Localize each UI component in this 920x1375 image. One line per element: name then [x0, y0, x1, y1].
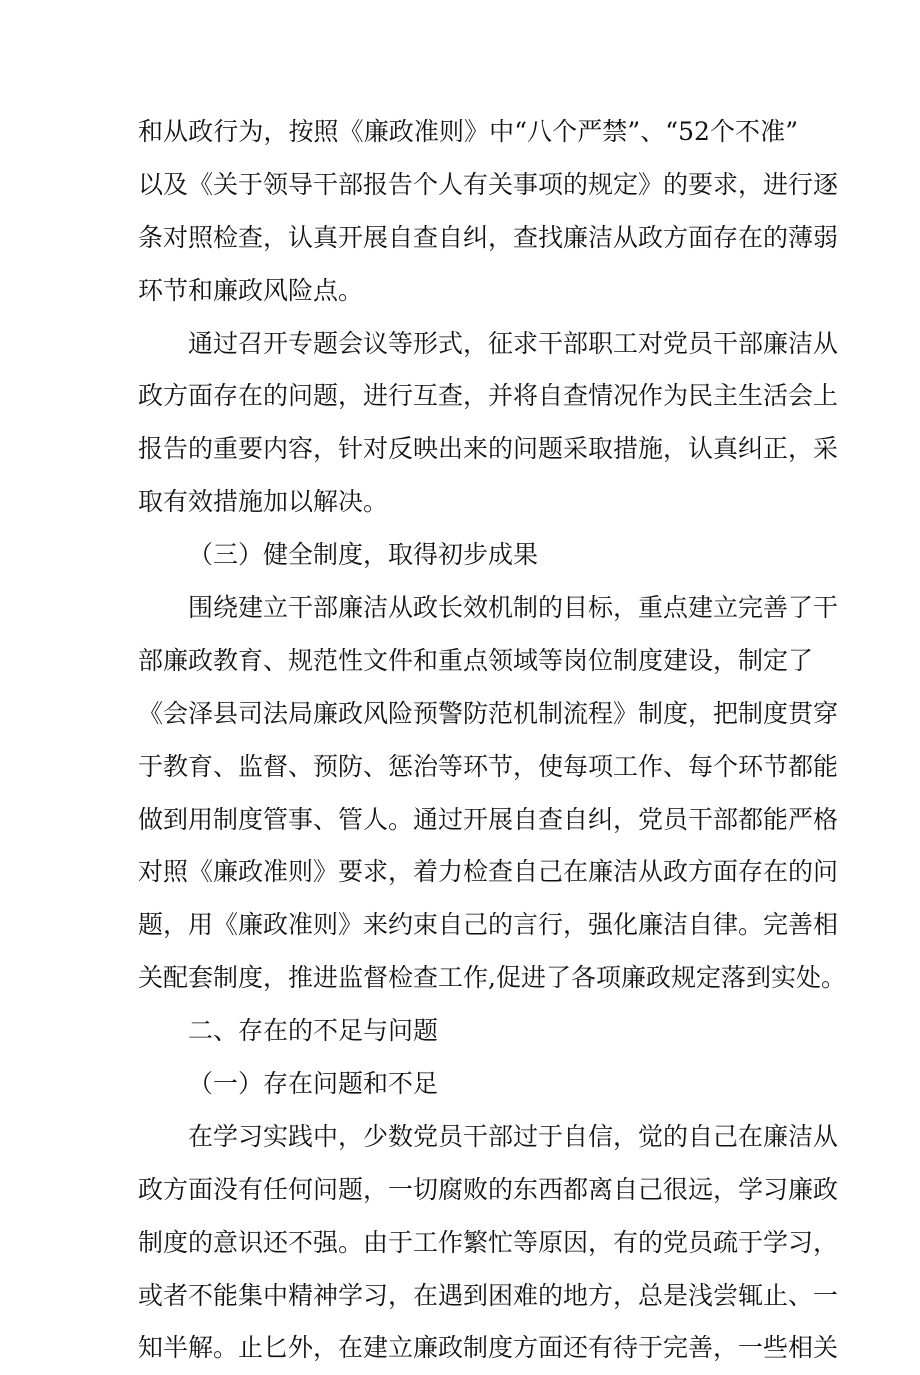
- text-line: 或者不能集中精神学习，在遇到困难的地方，总是浅尝辄止、一: [138, 1280, 839, 1310]
- text-line: 环节和廉政风险点。: [138, 275, 364, 305]
- text-line: 围绕建立干部廉洁从政长效机制的目标，重点建立完善了干: [188, 593, 839, 623]
- text-line: 做到用制度管事、管人。通过开展自查自纠，党员干部都能严格: [138, 804, 839, 834]
- text-line: （三）健全制度，取得初步成果: [188, 540, 539, 570]
- text-line: 以及《关于领导干部报告个人有关事项的规定》的要求，进行逐: [138, 169, 839, 199]
- text-line: 于教育、监督、预防、惩治等环节，使每项工作、每个环节都能: [138, 751, 839, 781]
- text-line: 条对照检查，认真开展自查自纠，查找廉洁从政方面存在的薄弱: [138, 222, 839, 252]
- text-line: 部廉政教育、规范性文件和重点领域等岗位制度建设，制定了: [138, 645, 814, 675]
- text-line: 政方面存在的问题，进行互查，并将自查情况作为民主生活会上: [138, 381, 839, 411]
- text-line: 报告的重要内容，针对反映出来的问题采取措施，认真纠正，采: [138, 434, 839, 464]
- text-line: 制度的意识还不强。由于工作繁忙等原因，有的党员疏于学习，: [138, 1227, 839, 1257]
- text-line: 知半解。止匕外，在建立廉政制度方面还有待于完善，一些相关: [138, 1333, 839, 1363]
- text-line: 和从政行为，按照《廉政准则》中“八个严禁”、“52个不准”: [138, 117, 798, 146]
- text-line: 《会泽县司法局廉政风险预警防范机制流程》制度，把制度贯穿: [138, 698, 839, 728]
- text-line: 在学习实践中，少数党员干部过于自信，觉的自己在廉洁从: [188, 1121, 839, 1151]
- text-line: （一）存在问题和不足: [188, 1069, 439, 1099]
- text-line: 二、存在的不足与问题: [188, 1016, 439, 1046]
- text-line: 关配套制度，推进监督检查工作,促进了各项廉政规定落到实处。: [138, 963, 846, 993]
- text-line: 取有效措施加以解决。: [138, 487, 389, 517]
- text-line: 对照《廉政准则》要求，着力检查自己在廉洁从政方面存在的问: [138, 857, 839, 887]
- text-line: 题，用《廉政准则》来约束自己的言行，强化廉洁自律。完善相: [138, 910, 839, 940]
- text-line: 政方面没有任何问题，一切腐败的东西都离自己很远，学习廉政: [138, 1174, 839, 1204]
- body-text: [138, 106, 846, 1375]
- text-line: 通过召开专题会议等形式，征求干部职工对党员干部廉洁从: [188, 328, 839, 358]
